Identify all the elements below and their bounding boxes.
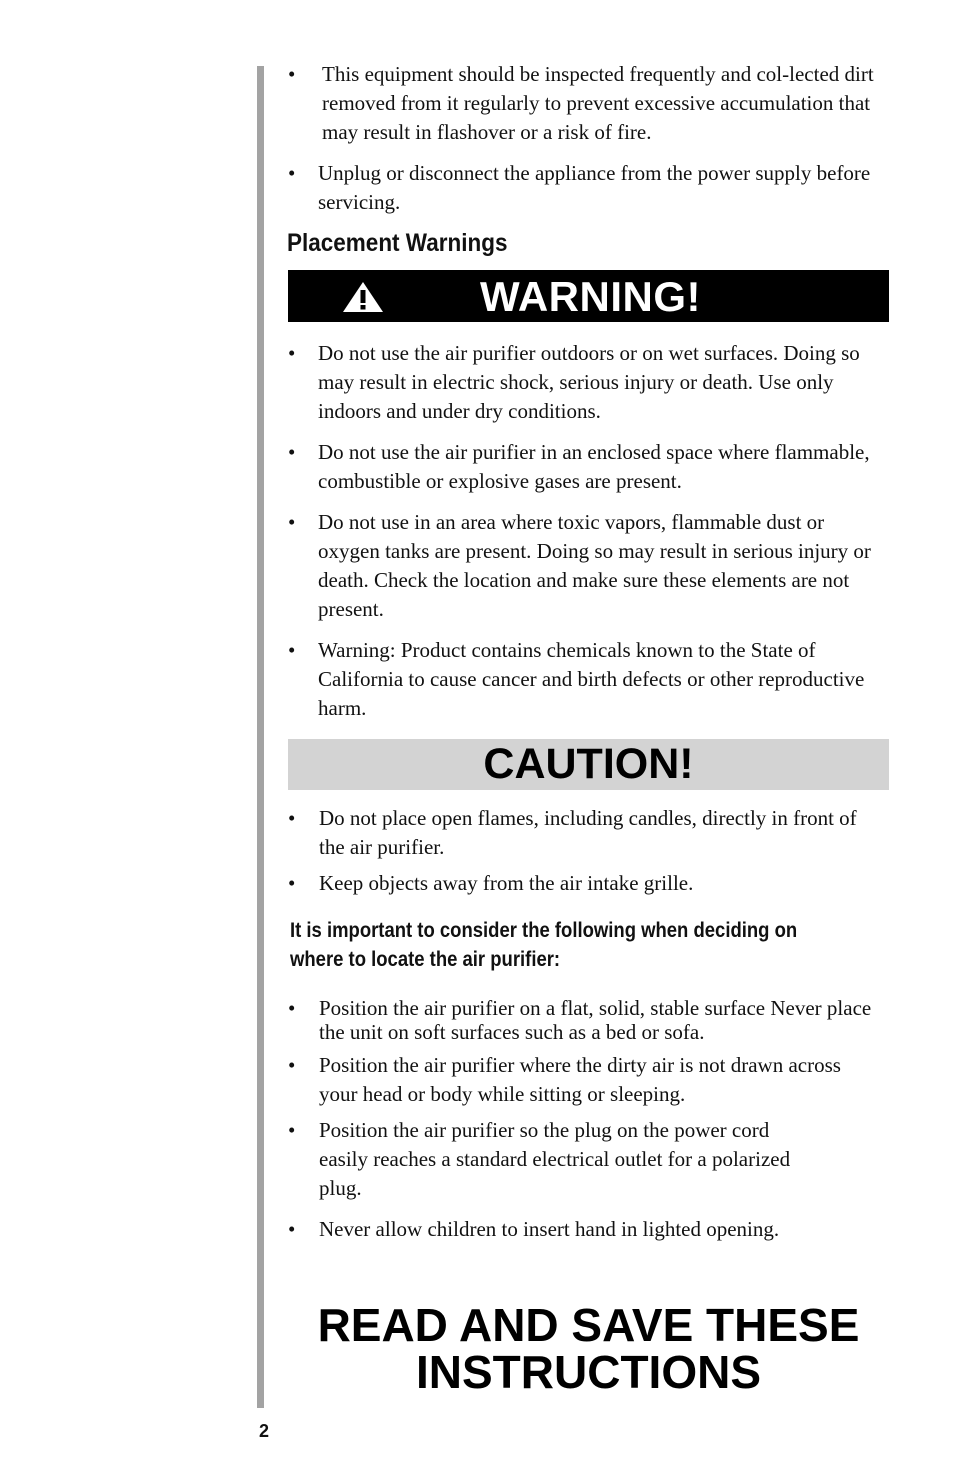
margin-rule	[257, 66, 264, 1408]
warning-banner	[288, 270, 889, 322]
list-item: • Position the air purifier where the dirty air is not drawn across your head or body while sitting or sleeping.	[288, 1053, 841, 1106]
caution-title: CAUTION!	[483, 740, 694, 788]
list-item: • Warning: Product contains chemicals known to the State of California to cause cancer and birth defects or other reproductive harm.	[288, 638, 865, 720]
location-bullet-list	[288, 996, 878, 1244]
list-item: • Position the air purifier on a flat, solid, stable surface Never place the unit on soft surfaces such as a bed or sofa.	[288, 996, 872, 1044]
warning-bullet-list	[288, 339, 878, 723]
caution-bullet-list	[288, 804, 878, 898]
list-item: • Never allow children to insert hand in lighted opening.	[288, 1217, 780, 1241]
list-item: • Do not place open flames, including candles, directly in front of the air purifier.	[288, 806, 857, 859]
closing-heading: READ AND SAVE THESE INSTRUCTIONS	[317, 1299, 860, 1398]
list-item: • Do not use in an area where toxic vapors, flammable dust or oxygen tanks are present. Doing so may result in serious injury or death. Check the location and make sure these elements are not present.	[288, 510, 871, 621]
top-bullet-list	[288, 60, 878, 217]
list-item: • Position the air purifier so the plug on the power cord easily reaches a standard electrical outlet for a polarized plug.	[288, 1118, 791, 1200]
list-item: • Unplug or disconnect the appliance from the power supply before servicing.	[288, 161, 871, 214]
list-item: • Do not use the air purifier in an enclosed space where flammable, combustible or explosive gases are present.	[288, 440, 870, 493]
list-item: • Keep objects away from the air intake grille.	[288, 871, 694, 895]
page-number: 2	[259, 1421, 270, 1441]
caution-banner	[288, 739, 889, 790]
placement-heading: Placement Warnings	[287, 229, 508, 257]
warning-title: WARNING!	[480, 273, 701, 320]
list-item: • This equipment should be inspected frequently and col-lected dirt removed from it regularly to prevent excessive accumulation that may result in flashover or a risk of fire.	[288, 62, 874, 144]
location-note: It is important to consider the following when deciding on where to locate the air purifier:	[290, 919, 798, 971]
list-item: • Do not use the air purifier outdoors or on wet surfaces. Doing so may result in electric shock, serious injury or death. Use only indoors and under dry conditions.	[288, 341, 860, 423]
